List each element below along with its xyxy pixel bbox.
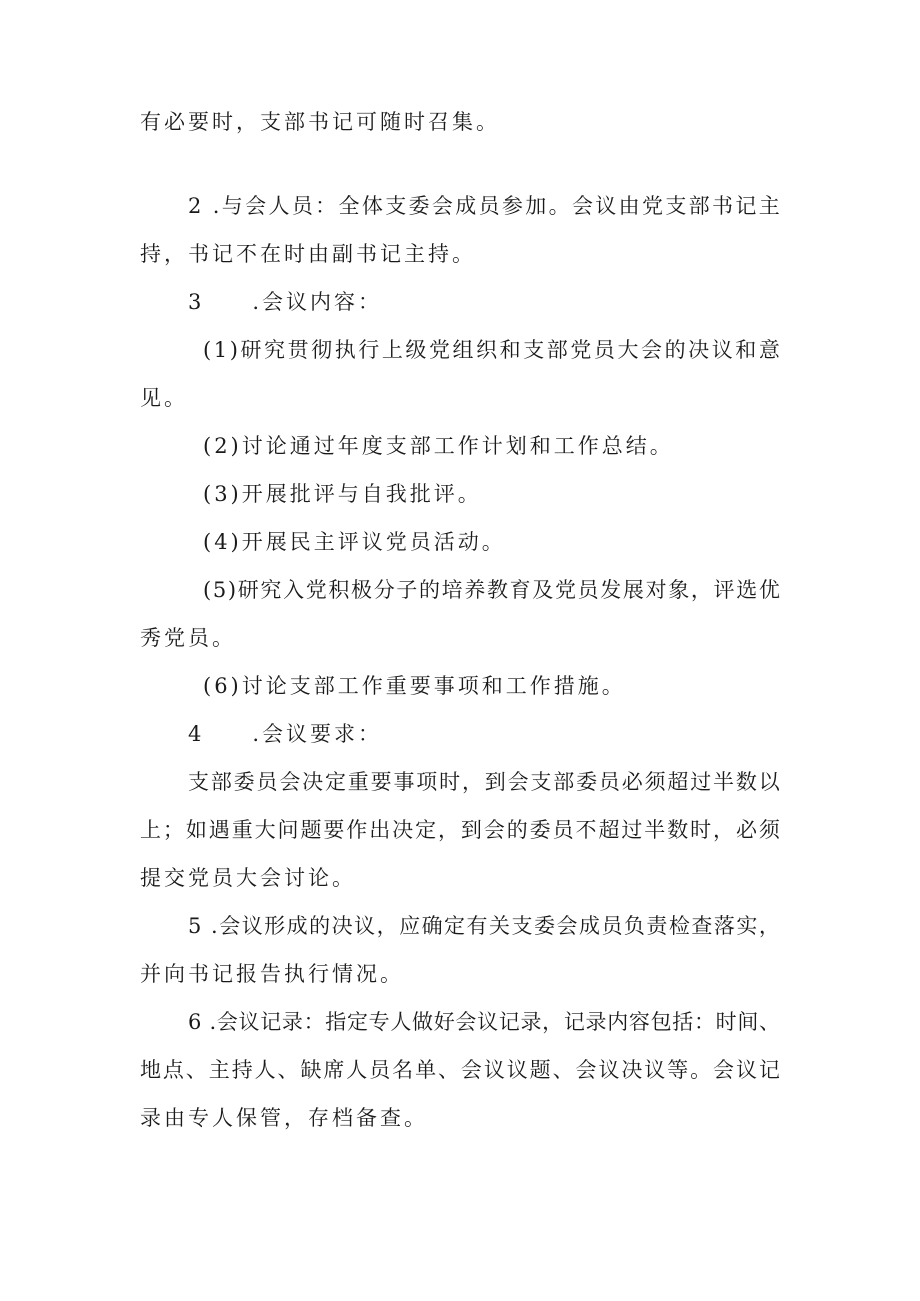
text-line: 5 . 会 议 形 成 的 决 议 ， 应 确 定 有 关 支 委 会 成 员 负 责 检 查 落 实 ，	[188, 914, 780, 938]
text-line: 上 ； 如 遇 重 大 问 题 要 作 出 决 定 ， 到 会 的 委 员 不 超 过 半 数 时 ， 必 须	[140, 818, 780, 842]
text-line: 见。	[140, 386, 188, 410]
text-line: 6 . 会 议 记 录 ： 指 定 专 人 做 好 会 议 记 录 ， 记 录 内 容 包 括 ： 时 间 、	[188, 1010, 780, 1034]
text-line: 持，书记不在时由副书记主持。	[140, 242, 476, 266]
text-line: ( 5 ) 研 究 入 党 积 极 分 子 的 培 养 教 育 及 党 员 发 展 对 象 ， 评 选 优	[203, 578, 780, 602]
text-line: (3)开展批评与自我批评。	[203, 482, 482, 506]
text-line: 支 部 委 员 会 决 定 重 要 事 项 时 ， 到 会 支 部 委 员 必 须 超 过 半 数 以	[188, 770, 780, 794]
text-line: 秀党员。	[140, 626, 236, 650]
text-line: (2)讨论通过年度支部工作计划和工作总结。	[203, 434, 674, 458]
text-line: 3 .会议内容：	[188, 290, 383, 314]
text-line: 2 . 与 会 人 员 ： 全 体 支 委 会 成 员 参 加 。 会 议 由 党 支 部 书 记 主	[188, 194, 780, 218]
text-line: 4 .会议要求：	[188, 722, 383, 746]
text-line: 提交党员大会讨论。	[140, 866, 356, 890]
text-line: 地 点 、 主 持 人 、 缺 席 人 员 名 单 、 会 议 议 题 、 会 议 决 议 等 。 会 议 记	[140, 1058, 780, 1082]
text-line: (6)讨论支部工作重要事项和工作措施。	[203, 674, 626, 698]
text-line: ( 1 ) 研 究 贯 彻 执 行 上 级 党 组 织 和 支 部 党 员 大 会 的 决 议 和 意	[203, 338, 780, 362]
text-line: 并向书记报告执行情况。	[140, 962, 404, 986]
text-line: (4)开展民主评议党员活动。	[203, 530, 506, 554]
text-line: 有必要时，支部书记可随时召集。	[140, 110, 500, 134]
text-line: 录由专人保管，存档备查。	[140, 1106, 428, 1130]
